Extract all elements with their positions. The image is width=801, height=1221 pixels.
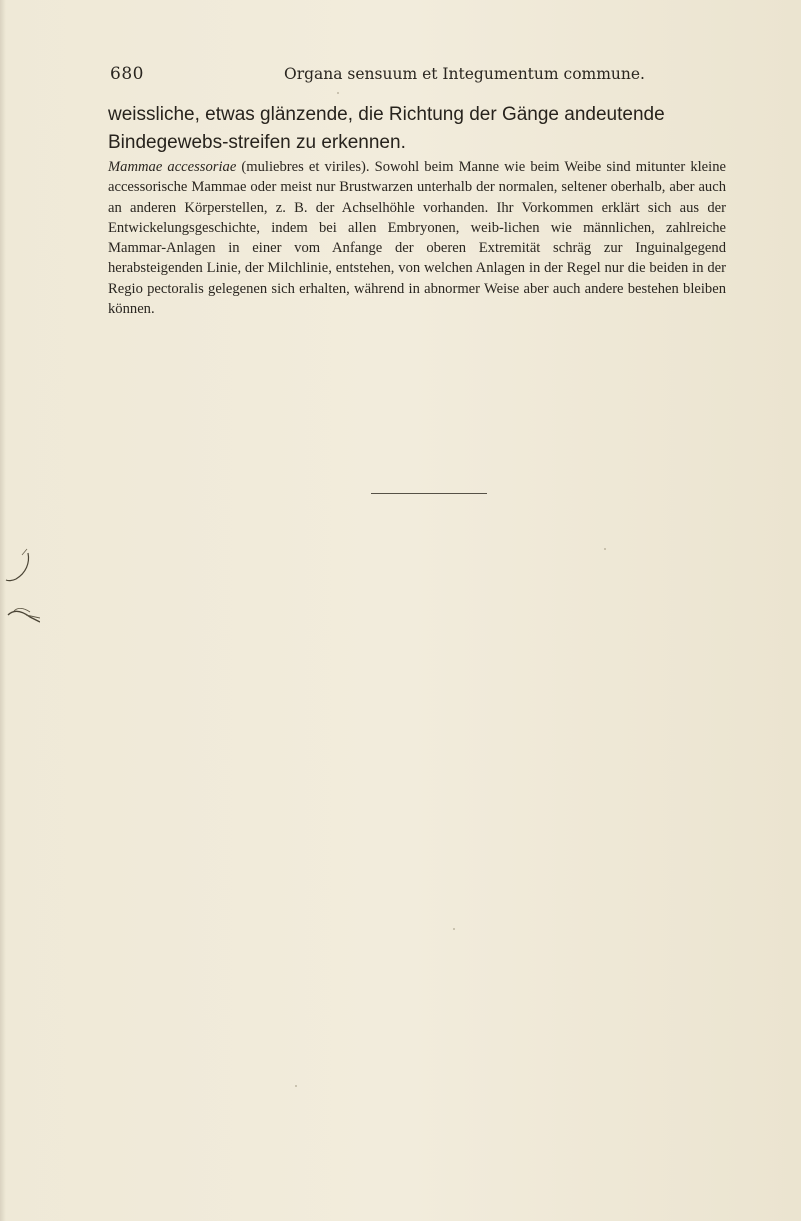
page-number: 680 <box>110 64 144 84</box>
mammae-accessoriae-paragraph <box>108 157 726 319</box>
paper-speck <box>295 1085 297 1087</box>
paragraph-text: (muliebres et viriles). Sowohl beim Manne wie beim Weibe sind mitunter kleine accessorische Mammae oder meist nur Brustwarzen unterhalb der normalen, seltener oberhalb, aber auch an anderen Körperstellen, z. B. der Achselhöhle vorhanden. Ihr Vorkommen erklärt sich aus der Entwickelungsgeschichte, indem bei allen Embryonen, weib-lichen wie männlichen, zahlreiche Mammar-Anlagen in einer vom Anfange der oberen Extremität schräg zur Inguinalgegend herabsteigenden Linie, der Milchlinie, entstehen, von welchen Anlagen in der Regel nur die beiden in der Regio pectoralis gelegenen sich erhalten, während in abnormer Weise aber auch andere bestehen bleiben können. <box>108 159 726 318</box>
running-head <box>110 63 710 85</box>
section-divider <box>371 493 487 494</box>
paper-speck <box>604 548 606 550</box>
running-title: Organa sensuum et Integumentum commune. <box>284 65 645 83</box>
paper-speck <box>337 92 339 94</box>
paper-speck <box>453 928 455 930</box>
lead-paragraph: weissliche, etwas glänzende, die Richtung der Gänge andeutende Bindegewebs-streifen zu erkennen. <box>108 104 665 153</box>
section-term: Mammae accessoriae <box>108 159 237 175</box>
margin-scribble-icon <box>0 545 40 635</box>
